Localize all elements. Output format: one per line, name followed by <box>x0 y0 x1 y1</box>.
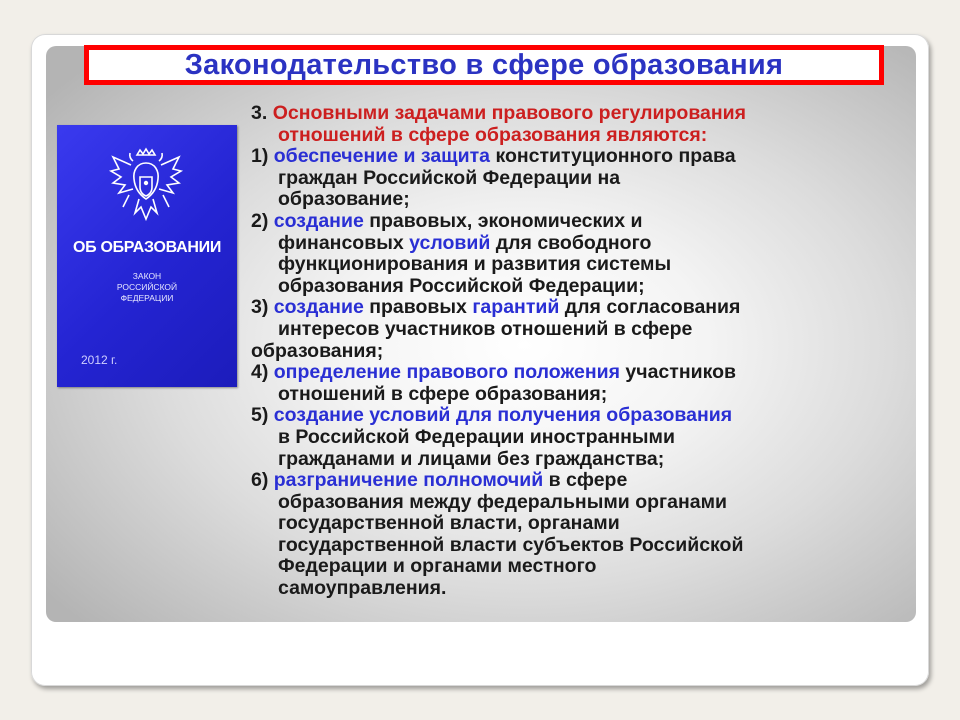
list-item-5: 5) создание условий для получения образования <box>251 404 733 427</box>
list-item-2: 2) создание правовых, экономических и <box>251 209 643 232</box>
list-item-3: 3) создание правовых гарантий для согласования <box>251 296 741 319</box>
book-cover-subtitle-1: ЗАКОН <box>132 271 162 281</box>
book-cover-subtitle-2: РОССИЙСКОЙ <box>116 282 178 292</box>
list-item-6-line-6: самоуправления. <box>278 577 447 600</box>
list-item-3-line-3: образования; <box>251 339 384 362</box>
intro-line: 3. Основными задачами правового регулирования <box>251 102 747 124</box>
list-item-5-line-3: гражданами и лицами без гражданства; <box>278 447 665 470</box>
intro-line-2: отношений в сфере образования являются: <box>278 123 708 146</box>
list-item-6: 6) разграничение полномочий в сфере <box>251 469 628 492</box>
list-item-4-line-2: отношений в сфере образования; <box>278 382 608 405</box>
list-item-6-line-4: государственной власти субъектов Российской <box>278 533 744 556</box>
book-year: 2012 г. <box>81 353 118 367</box>
list-item-5-line-2: в Российской Федерации иностранными <box>278 425 675 448</box>
list-item-2-line-3: функционирования и развития системы <box>278 253 672 276</box>
slide-body-text <box>251 103 941 600</box>
list-item-2-line-2: финансовых условий для свободного <box>278 231 652 254</box>
list-item-2-line-4: образования Российской Федерации; <box>278 274 645 297</box>
list-item-1-line-3: образование; <box>278 188 410 211</box>
book-cover-title: ОБ ОБРАЗОВАНИИ <box>72 239 222 256</box>
book-cover-subtitle-3: ФЕДЕРАЦИИ <box>120 293 174 303</box>
intro-highlight: Основными задачами правового регулирования <box>272 102 747 124</box>
list-item-1: 1) обеспечение и защита конституционного права <box>251 145 736 168</box>
list-item-3-line-2: интересов участников отношений в сфере <box>278 317 693 340</box>
list-item-1-line-2: граждан Российской Федерации на <box>278 166 621 189</box>
law-book-cover <box>57 125 237 387</box>
coat-of-arms-icon <box>107 147 185 229</box>
slide-title: Законодательство в сфере образования <box>184 48 784 81</box>
list-item-6-line-2: образования между федеральными органами <box>278 490 728 513</box>
list-item-6-line-3: государственной власти, органами <box>278 512 620 535</box>
list-item-4: 4) определение правового положения участников <box>251 361 736 384</box>
list-item-6-line-5: Федерации и органами местного <box>278 555 597 578</box>
title-banner <box>84 45 884 85</box>
